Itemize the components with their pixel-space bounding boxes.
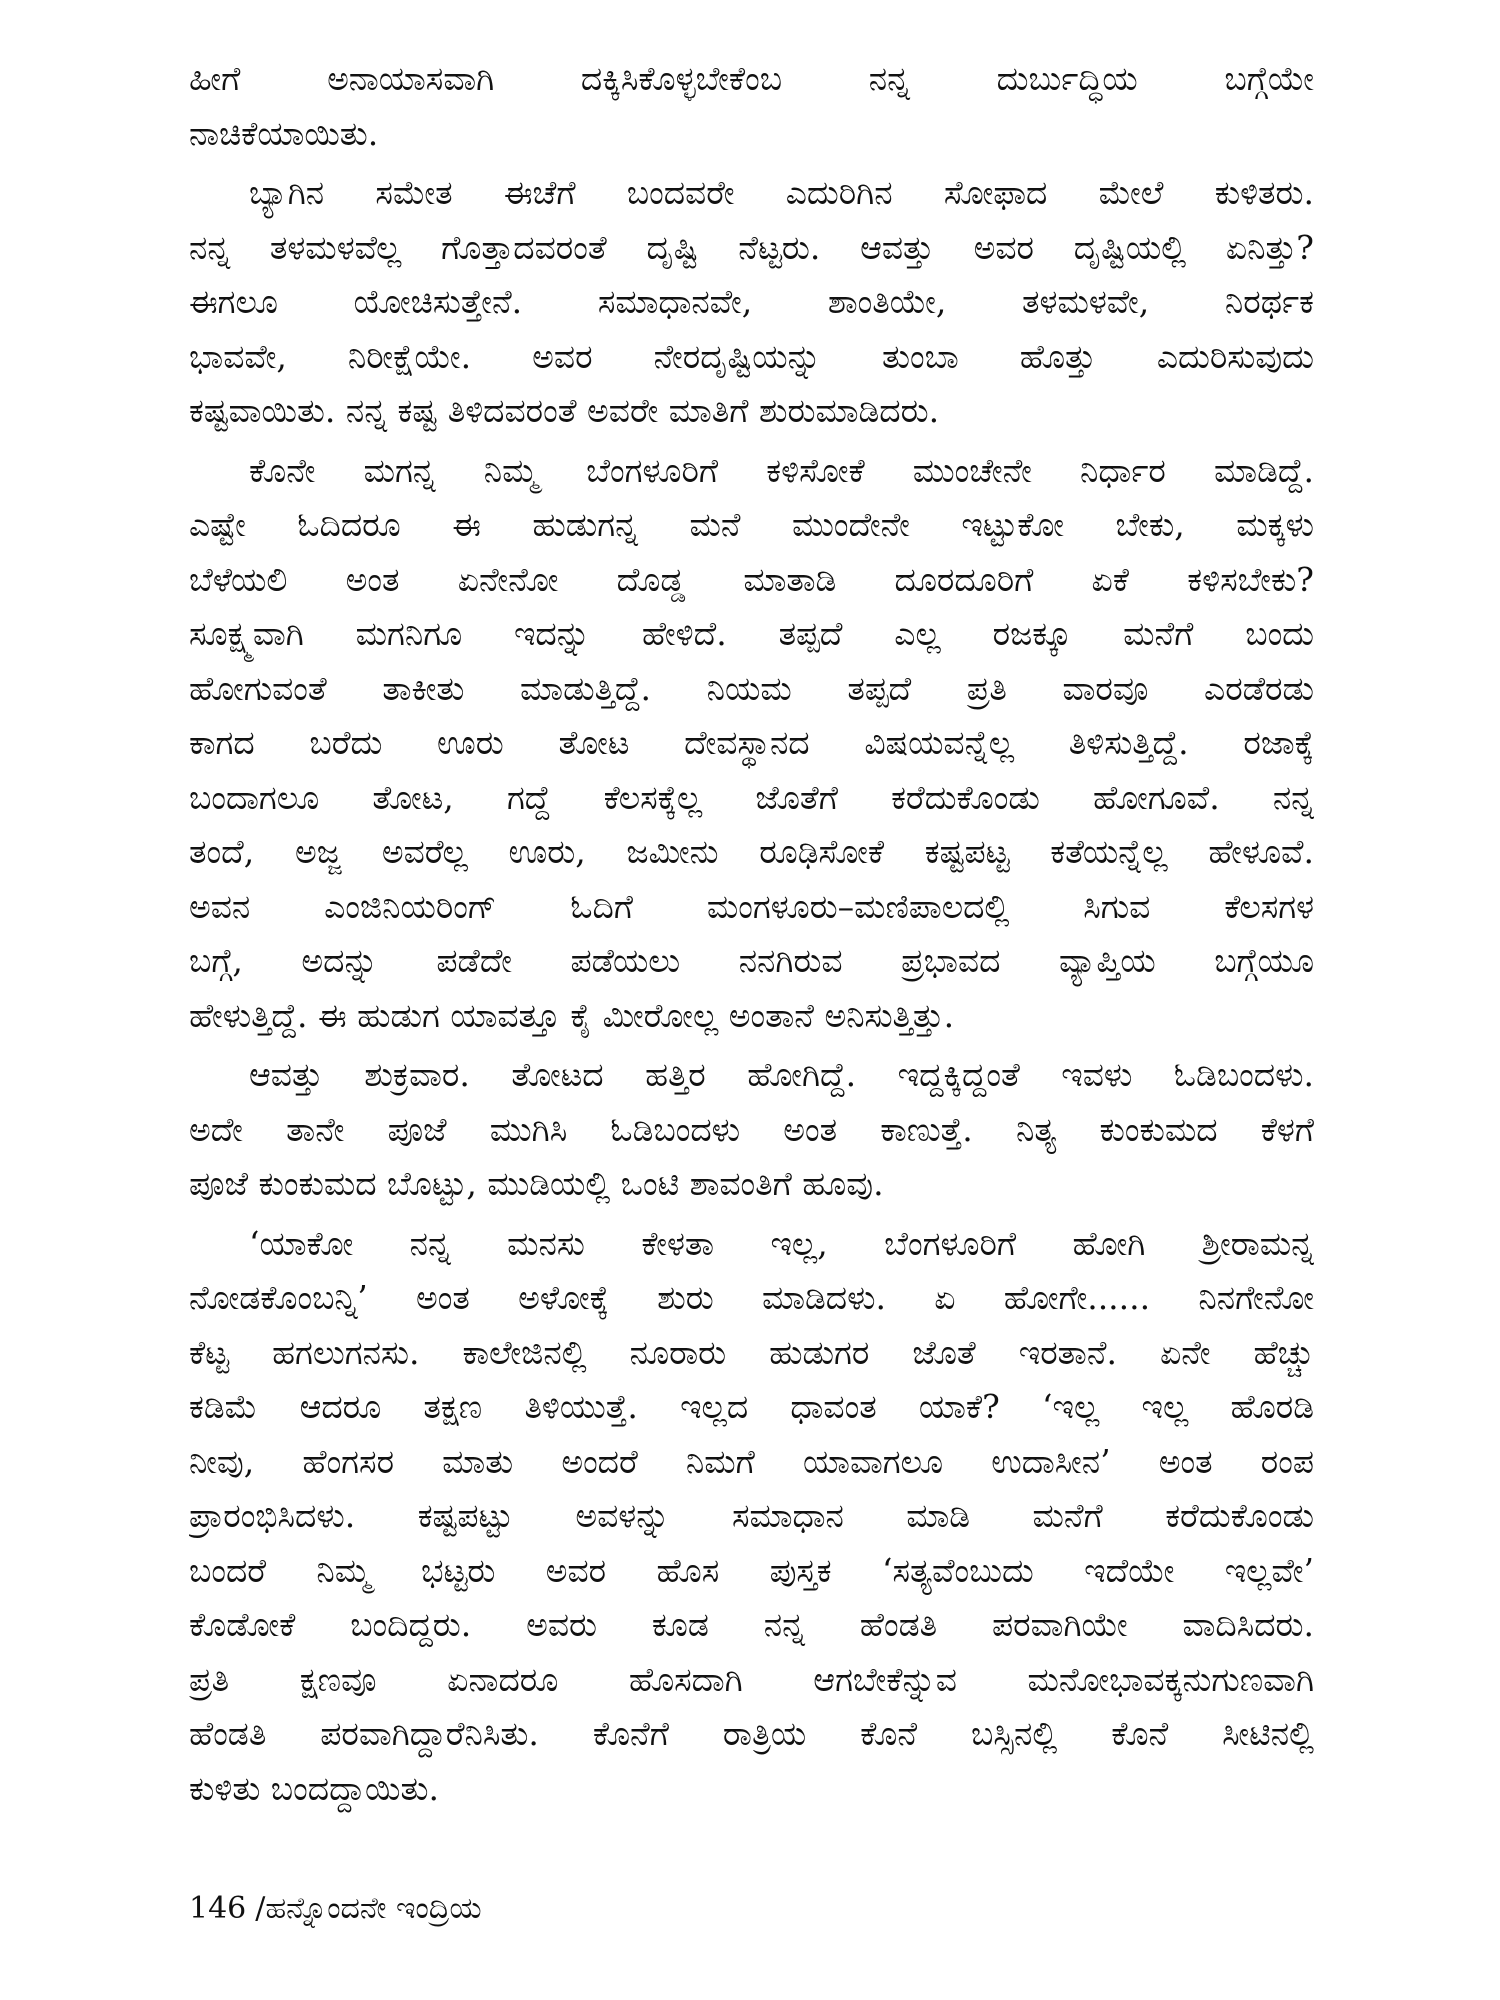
book-title: ಹನ್ನೊಂದನೇ ಇಂದ್ರಿಯ [265,1891,482,1926]
text-line: ಹೋಗುವಂತೆ ತಾಕೀತು ಮಾಡುತ್ತಿದ್ದೆ. ನಿಯಮ ತಪ್ಪದೆ ಪ್ರತಿ ವಾರವೂ ಎರಡೆರಡು [189,668,1314,708]
text-line: ಬ್ಯಾಗಿನ ಸಮೇತ ಈಚೆಗೆ ಬಂದವರೇ ಎದುರಿಗಿನ ಸೋಫಾದ ಮೇಲೆ ಕುಳಿತರು. [249,173,1314,212]
text-line: ನೋಡಕೊಂಬನ್ನಿ’ ಅಂತ ಅಳೋಕ್ಕೆ ಶುರು ಮಾಡಿದಳು. ಏ ಹೋಗೇ...... ನಿನಗೇನೋ [189,1278,1314,1317]
text-line: ಎಷ್ಟೇ ಓದಿದರೂ ಈ ಹುಡುಗನ್ನ ಮನೆ ಮುಂದೇನೇ ಇಟ್ಟುಕೋ ಬೇಕು, ಮಕ್ಕಳು [189,505,1314,544]
text-line: ಕುಳಿತು ಬಂದದ್ದಾಯಿತು. [189,1768,439,1808]
text-line: ಹೀಗೆ ಅನಾಯಾಸವಾಗಿ ದಕ್ಕಿಸಿಕೊಳ್ಳಬೇಕೆಂಬ ನನ್ನ ದುರ್ಬುದ್ಧಿಯ ಬಗ್ಗೆಯೇ [189,59,1314,98]
text-line: ಈಗಲೂ ಯೋಚಿಸುತ್ತೇನೆ. ಸಮಾಧಾನವೇ, ಶಾಂತಿಯೇ, ತಳಮಳವೇ, ನಿರರ್ಥಕ [189,282,1314,321]
text-line: ಬಂದರೆ ನಿಮ್ಮ ಭಟ್ಟರು ಅವರ ಹೊಸ ಪುಸ್ತಕ ‘ಸತ್ಯವೆಂಬುದು ಇದೆಯೇ ಇಲ್ಲವೇ’ [189,1550,1314,1590]
text-line: ಪ್ರಾರಂಭಿಸಿದಳು. ಕಷ್ಟಪಟ್ಟು ಅವಳನ್ನು ಸಮಾಧಾನ ಮಾಡಿ ಮನೆಗೆ ಕರೆದುಕೊಂಡು [189,1496,1314,1535]
text-line: ತಂದೆ, ಅಜ್ಜ ಅವರೆಲ್ಲ ಊರು, ಜಮೀನು ರೂಢಿಸೋಕೆ ಕಷ್ಟಪಟ್ಟ ಕತೆಯನ್ನೆಲ್ಲ ಹೇಳೂವೆ. [189,832,1314,871]
text-line: ಹೇಳುತ್ತಿದ್ದೆ. ಈ ಹುಡುಗ ಯಾವತ್ತೂ ಕೈ ಮೀರೋಲ್ಲ ಅಂತಾನೆ ಅನಿಸುತ್ತಿತ್ತು. [189,995,955,1035]
body-text [189,52,1314,1816]
text-line: ಹೆಂಡತಿ ಪರವಾಗಿದ್ದಾರೆನಿಸಿತು. ಕೊನೆಗೆ ರಾತ್ರಿಯ ಕೊನೆ ಬಸ್ಸಿನಲ್ಲಿ ಕೊನೆ ಸೀಟಿನಲ್ಲಿ [189,1714,1314,1753]
paragraph [189,52,1314,161]
text-line: ಪೂಜೆ ಕುಂಕುಮದ ಬೊಟ್ಟು, ಮುಡಿಯಲ್ಲಿ ಒಂಟಿ ಶಾವಂತಿಗೆ ಹೂವು. [189,1164,884,1203]
text-line: ಭಾವವೇ, ನಿರೀಕ್ಷೆಯೇ. ಅವರ ನೇರದೃಷ್ಟಿಯನ್ನು ತುಂಬಾ ಹೊತ್ತು ಎದುರಿಸುವುದು [189,336,1314,376]
paragraph [189,1048,1314,1212]
text-line: ಅದೇ ತಾನೇ ಪೂಜೆ ಮುಗಿಸಿ ಓಡಿಬಂದಳು ಅಂತ ಕಾಣುತ್ತೆ. ನಿತ್ಯ ಕುಂಕುಮದ ಕೆಳಗೆ [189,1109,1314,1149]
text-line: ಕೆಟ್ಟ ಹಗಲುಗನಸು. ಕಾಲೇಜಿನಲ್ಲಿ ನೂರಾರು ಹುಡುಗರ ಜೊತೆ ಇರತಾನೆ. ಏನೇ ಹೆಚ್ಚು [189,1332,1314,1372]
text-line: ಕೊಡೋಕೆ ಬಂದಿದ್ದರು. ಅವರು ಕೂಡ ನನ್ನ ಹೆಂಡತಿ ಪರವಾಗಿಯೇ ವಾದಿಸಿದರು. [189,1605,1314,1644]
text-line: ಬೆಳೆಯಲಿ ಅಂತ ಏನೇನೋ ದೊಡ್ಡ ಮಾತಾಡಿ ದೂರದೂರಿಗೆ ಏಕೆ ಕಳಿಸಬೇಕು? [189,559,1314,599]
text-line: ಕಡಿಮೆ ಆದರೂ ತಕ್ಷಣ ತಿಳಿಯುತ್ತೆ. ಇಲ್ಲದ ಧಾವಂತ ಯಾಕೆ? ‘ಇಲ್ಲ ಇಲ್ಲ ಹೊರಡಿ [189,1387,1314,1426]
page-footer [189,1884,482,1934]
text-line: ‘ಯಾಕೋ ನನ್ನ ಮನಸು ಕೇಳತಾ ಇಲ್ಲ, ಬೆಂಗಳೂರಿಗೆ ಹೋಗಿ ಶ್ರೀರಾಮನ್ನ [249,1223,1314,1263]
text-line: ಬಂದಾಗಲೂ ತೋಟ, ಗದ್ದೆ ಕೆಲಸಕ್ಕೆಲ್ಲ ಜೊತೆಗೆ ಕರೆದುಕೊಂಡು ಹೋಗೂವೆ. ನನ್ನ [189,777,1314,817]
text-line: ನಾಚಿಕೆಯಾಯಿತು. [189,113,379,153]
footer-separator: / [255,1891,266,1926]
text-line: ಅವನ ಎಂಜಿನಿಯರಿಂಗ್ ಓದಿಗೆ ಮಂಗಳೂರು–ಮಣಿಪಾಲದಲ್ಲಿ ಸಿಗುವ ಕೆಲಸಗಳ [189,886,1314,926]
text-line: ಕೊನೇ ಮಗನ್ನ ನಿಮ್ಮ ಬೆಂಗಳೂರಿಗೆ ಕಳಿಸೋಕೆ ಮುಂಚೇನೇ ನಿರ್ಧಾರ ಮಾಡಿದ್ದೆ. [249,450,1314,490]
text-line: ಕಾಗದ ಬರೆದು ಊರು ತೋಟ ದೇವಸ್ಥಾನದ ವಿಷಯವನ್ನೆಲ್ಲ ತಿಳಿಸುತ್ತಿದ್ದೆ. ರಜಾಕ್ಕೆ [189,723,1314,762]
text-line: ಸೂಕ್ಷ್ಮವಾಗಿ ಮಗನಿಗೂ ಇದನ್ನು ಹೇಳಿದೆ. ತಪ್ಪದೆ ಎಲ್ಲ ರಜಕ್ಕೂ ಮನೆಗೆ ಬಂದು [189,614,1314,653]
paragraph [189,1217,1314,1817]
text-line: ಬಗ್ಗೆ, ಅದನ್ನು ಪಡೆದೇ ಪಡೆಯಲು ನನಗಿರುವ ಪ್ರಭಾವದ ವ್ಯಾಪ್ತಿಯ ಬಗ್ಗೆಯೂ [189,941,1314,980]
paragraph [189,166,1314,439]
text-line: ಪ್ರತಿ ಕ್ಷಣವೂ ಏನಾದರೂ ಹೊಸದಾಗಿ ಆಗಬೇಕೆನ್ನುವ ಮನೋಭಾವಕ್ಕನುಗುಣವಾಗಿ [189,1659,1314,1699]
text-line: ನೀವು, ಹೆಂಗಸರ ಮಾತು ಅಂದರೆ ನಿಮಗೆ ಯಾವಾಗಲೂ ಉದಾಸೀನ’ ಅಂತ ರಂಪ [189,1441,1314,1481]
text-line: ಆವತ್ತು ಶುಕ್ರವಾರ. ತೋಟದ ಹತ್ತಿರ ಹೋಗಿದ್ದೆ. ಇದ್ದಕ್ಕಿದ್ದಂತೆ ಇವಳು ಓಡಿಬಂದಳು. [249,1055,1314,1094]
paragraph [189,444,1314,1044]
page-number: 146 [189,1891,247,1926]
text-line: ನನ್ನ ತಳಮಳವೆಲ್ಲ ಗೊತ್ತಾದವರಂತೆ ದೃಷ್ಟಿ ನೆಟ್ಟರು. ಆವತ್ತು ಅವರ ದೃಷ್ಟಿಯಲ್ಲಿ ಏನಿತ್ತು? [189,227,1314,267]
text-line: ಕಷ್ಟವಾಯಿತು. ನನ್ನ ಕಷ್ಟ ತಿಳಿದವರಂತೆ ಅವರೇ ಮಾತಿಗೆ ಶುರುಮಾಡಿದರು. [189,391,940,430]
